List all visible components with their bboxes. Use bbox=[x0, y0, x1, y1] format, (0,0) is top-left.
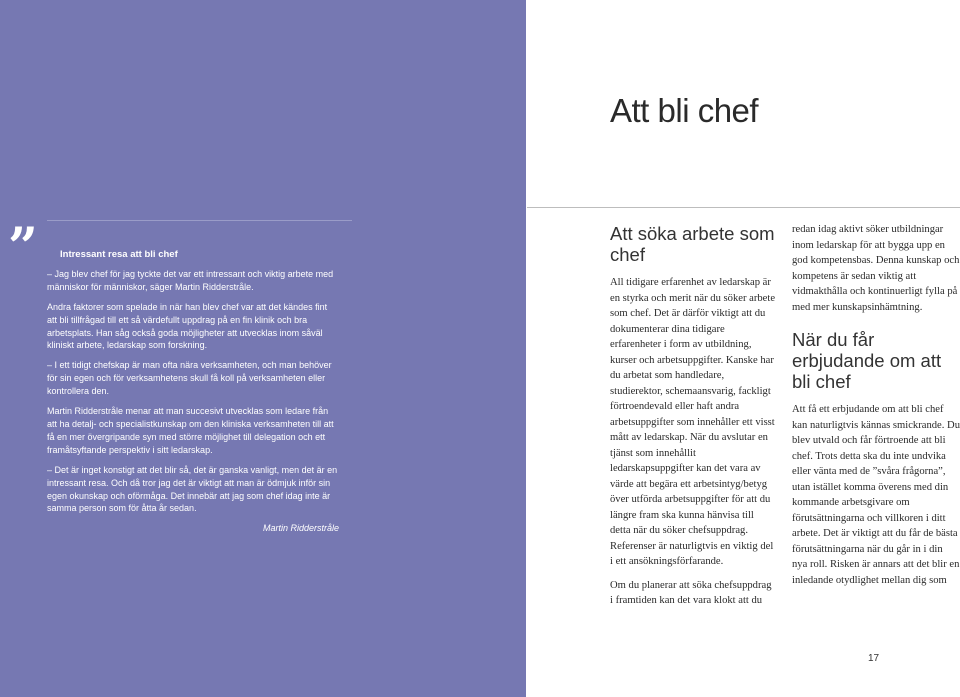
sidebar-signature: Martin Ridderstråle bbox=[262, 523, 339, 534]
page-number: 17 bbox=[868, 653, 880, 664]
sidebar-paragraph: – I ett tidigt chefskap är man ofta nära verksamheten, och man behöver för sin egen och för verksamhetens skull få koll på verksamheten eller kontrollera den. bbox=[47, 360, 332, 397]
text-column-right bbox=[792, 222, 960, 596]
quote-mark-icon: ” bbox=[8, 217, 34, 278]
sidebar-title: Intressant resa att bli chef bbox=[60, 249, 178, 260]
header-divider bbox=[527, 207, 960, 208]
sidebar-paragraph: Martin Ridderstråle menar att man succesivt utvecklas som ledare från att ha detalj- och specialistkunskap om den kliniska verksamheten till att få en mer övergripande syn med större möjlighet till delegation och ett framåtsyftande perspektiv i sitt ledarskap. bbox=[47, 406, 334, 455]
text-column-left bbox=[610, 223, 776, 617]
sidebar-interview bbox=[47, 249, 339, 535]
section-heading-offer: När du får erbjudande om att bli chef bbox=[792, 329, 942, 392]
sidebar-paragraph: – Det är inget konstigt att det blir så, det är ganska vanligt, men det är en intressant resa. Och då tror jag det är viktigt att man är ödmjuk inför sin egen okunskap och oförmåga. Det innebär att jag som chef idag inte är samma person som för åtta år sedan. bbox=[47, 464, 338, 514]
body-paragraph: All tidigare erfarenhet av ledarskap är en styrka och merit när du söker arbete som chef. Det är därför viktigt att du dokumenterar dina tidigare erfarenheter i form av utbildning, kurser och arbetsuppgifter. Kanske har du arbetat som handledare, studierektor, schemaansvarig, fackligt förtroendevald eller haft andra arbetsuppgifter som innehåller ett visst mått av ledarskap. När du avslutar en tjänst som innehållit ledarskapsuppgifter kan det vara av värde att begära ett arbetsintyg/betyg över utförda arbetsuppgifter för att du längre fram ska kunna hänvisa till detta när du söker chefsuppdrag. Referenser är naturligtvis en viktig del i ett ansökningsförfarande. bbox=[610, 277, 776, 567]
sidebar-paragraph: – Jag blev chef för jag tyckte det var ett intressant och viktig arbete med människor för människor, säger Martin Ridderstråle. bbox=[47, 268, 334, 292]
section-heading-applying: Att söka arbete som chef bbox=[610, 223, 775, 265]
body-paragraph: Att få ett erbjudande om att bli chef kan naturligtvis kännas smickrande. Du blev utvald och får förtroende att bli chef. Trots detta ska du inte undvika eller vänta med de ”svåra frågorna”, utan istället komma överens med din kommande arbetsgivare om förutsättningarna och villkoren i ditt arbete. Det är viktigt att du får de bästa förutsättningarna när du går in i din nya roll. Risken är annars att det blir en inledande otydlighet mellan dig som bbox=[792, 404, 960, 586]
body-paragraph: redan idag aktivt söker utbildningar inom ledarskap för att bygga upp en god kompetensbas. Denna kunskap och kompetens är sedan viktig att vidmakthålla och kontinuerligt fylla på med mer kunskapsinhämtning. bbox=[792, 224, 960, 313]
sidebar-divider bbox=[47, 220, 352, 221]
chapter-title: Att bli chef bbox=[610, 92, 759, 129]
sidebar-paragraph: Andra faktorer som spelade in när han blev chef var att det kändes fint att bli tillfrågad till ett så värdefullt uppdrag på en fin klinik och bra arbetsplats. Han såg också goda möjligheter att utvecklas inom såväl kliniskt arbete, ledarskap som forskning. bbox=[47, 301, 328, 351]
body-paragraph: Om du planerar att söka chefsuppdrag i framtiden kan det vara klokt att du bbox=[610, 579, 772, 606]
